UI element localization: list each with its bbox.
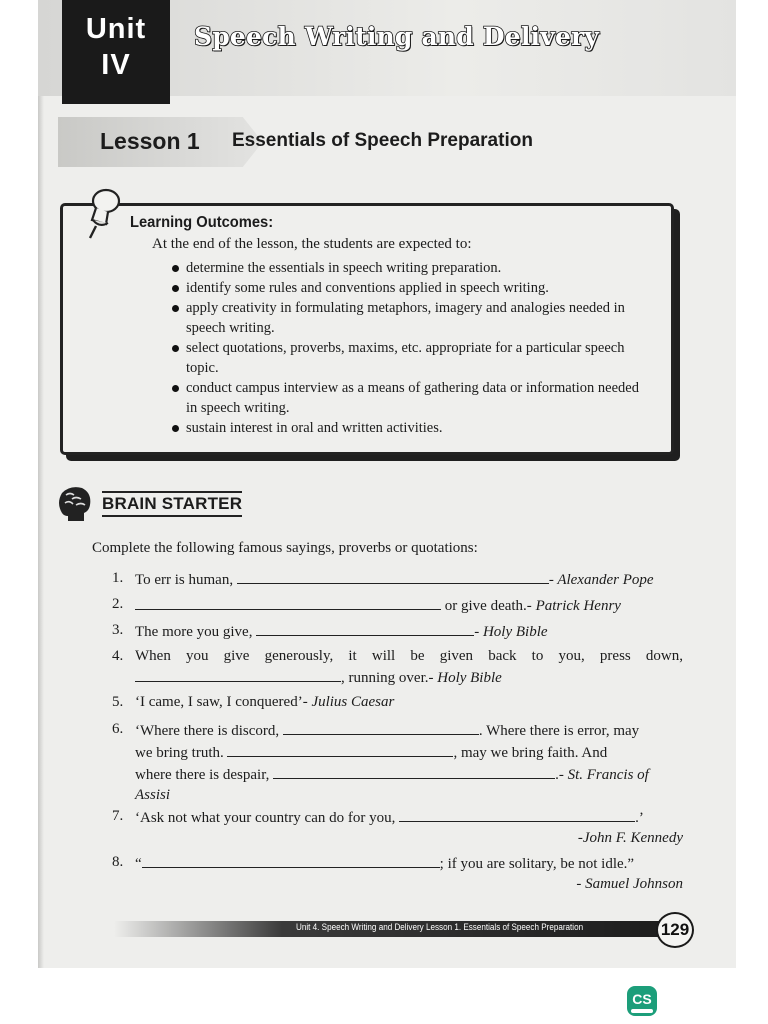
item-number: 7.	[112, 808, 124, 824]
item-text: .-	[555, 767, 564, 783]
unit-title: Speech Writing and Delivery	[194, 22, 600, 51]
answer-blank[interactable]	[135, 666, 341, 682]
answer-blank[interactable]	[237, 568, 549, 584]
answer-blank[interactable]	[273, 763, 555, 779]
item-text: ; if you are solitary, be not idle.”	[439, 856, 635, 872]
outcome-item: conduct campus interview as a means of gathering data or information needed in speech writing.	[172, 378, 646, 418]
item-text: we bring truth.	[135, 745, 224, 761]
answer-blank[interactable]	[227, 741, 453, 757]
brain-starter-heading: BRAIN STARTER	[102, 491, 242, 517]
item-text: ‘Where there is discord,	[135, 723, 280, 739]
item-text: . Where there is error, may	[478, 723, 640, 739]
item-number: 3.	[112, 622, 124, 638]
outcome-item: identify some rules and conventions applied in speech writing.	[172, 278, 682, 298]
page-spine	[38, 0, 44, 968]
item-attribution: - Alexander Pope	[548, 572, 654, 588]
item-number: 5.	[112, 694, 124, 710]
item-text: or give death.-	[444, 598, 532, 614]
item-text: The more you give,	[135, 624, 253, 640]
unit-word: Unit	[85, 13, 147, 45]
item-number: 1.	[112, 570, 124, 586]
footer-running-title: Unit 4. Speech Writing and Delivery Lesson 1. Essentials of Speech Preparation	[296, 922, 584, 932]
item-text: ‘Ask not what your country can do for you,	[135, 810, 396, 826]
answer-blank[interactable]	[256, 620, 474, 636]
item-attribution: - Holy Bible	[474, 624, 548, 640]
lesson-label: Lesson 1	[100, 128, 200, 154]
learning-outcomes-list	[172, 258, 682, 438]
item-text: .’	[635, 810, 644, 826]
answer-blank[interactable]	[135, 594, 441, 610]
item-attribution: Holy Bible	[437, 670, 502, 686]
learning-outcomes-intro: At the end of the lesson, the students are expected to:	[152, 236, 472, 252]
outcome-item: apply creativity in formulating metaphors, imagery and analogies needed in speech writing.	[172, 298, 660, 338]
outcome-item: select quotations, proverbs, maxims, etc. appropriate for a particular speech topic.	[172, 338, 626, 378]
item-attribution: Julius Caesar	[311, 694, 395, 710]
learning-outcomes-heading: Learning Outcomes:	[130, 214, 274, 231]
item-number: 2.	[112, 596, 124, 612]
textbook-page	[38, 0, 736, 968]
unit-label-box	[62, 0, 170, 104]
item-text: “	[135, 856, 142, 872]
item-number: 8.	[112, 854, 124, 870]
brain-starter-instruction: Complete the following famous sayings, proverbs or quotations:	[92, 540, 478, 556]
item-text: ‘I came, I saw, I conquered’-	[135, 694, 308, 710]
lesson-title: Essentials of Speech Preparation	[232, 130, 533, 151]
item-text: , running over.-	[341, 670, 434, 686]
item-text: where there is despair,	[135, 767, 270, 783]
item-number: 6.	[112, 721, 124, 737]
item-attribution: St. Francis of	[567, 767, 649, 783]
pushpin-icon	[84, 186, 128, 240]
item-attribution: - Samuel Johnson	[576, 876, 683, 892]
answer-blank[interactable]	[142, 852, 440, 868]
outcome-item: sustain interest in oral and written activities.	[172, 418, 682, 438]
item-number: 4.	[112, 648, 124, 664]
item-text: To err is human,	[135, 572, 234, 588]
item-attribution: Patrick Henry	[535, 598, 621, 614]
page-number: 129	[656, 912, 694, 948]
item-text: , may we bring faith. And	[453, 745, 608, 761]
answer-blank[interactable]	[283, 719, 479, 735]
item-text: When you give generously, it will be given back to you, press down,	[135, 648, 683, 664]
unit-number: IV	[101, 49, 131, 81]
item-attribution: -John F. Kennedy	[577, 830, 683, 846]
answer-blank[interactable]	[399, 806, 635, 822]
outcome-item: determine the essentials in speech writing preparation.	[172, 258, 682, 278]
item-attribution: Assisi	[135, 787, 171, 803]
camscanner-badge: CS	[627, 986, 657, 1016]
brain-head-icon	[54, 483, 94, 523]
